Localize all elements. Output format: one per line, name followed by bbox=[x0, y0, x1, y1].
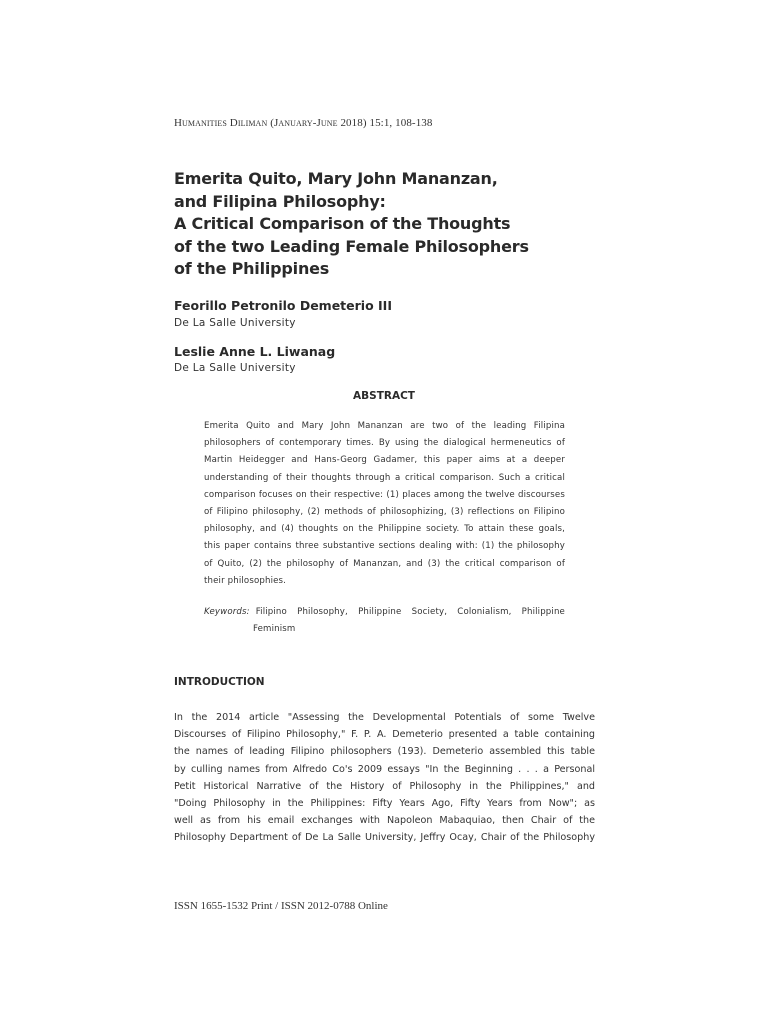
body-line: the names of leading Filipino philosophers (193). Demeterio assembled this table bbox=[174, 746, 595, 758]
author-name: Leslie Anne L. Liwanag bbox=[174, 344, 336, 359]
body-line: Philosophy Department of De La Salle University, Jeffry Ocay, Chair of the Philosophy bbox=[174, 832, 595, 844]
abstract-line: comparison focuses on their respective: (1) places among the twelve discourses bbox=[204, 489, 565, 500]
abstract-heading: ABSTRACT bbox=[353, 390, 415, 402]
abstract-line: this paper contains three substantive sections dealing with: (1) the philosophy bbox=[204, 541, 565, 552]
keywords-list: Filipino Philosophy, Philippine Society, Colonialism, Philippine bbox=[255, 607, 565, 617]
abstract-line: philosophy, and (4) thoughts on the Philippine society. To attain these goals, bbox=[204, 524, 565, 535]
keywords-label: Keywords: bbox=[204, 607, 250, 617]
abstract-line: philosophers of contemporary times. By using the dialogical hermeneutics of bbox=[204, 438, 565, 449]
title-line: of the Philippines bbox=[174, 259, 330, 278]
author-name: Feorillo Petronilo Demeterio III bbox=[174, 298, 392, 313]
title-line: and Filipina Philosophy: bbox=[174, 191, 386, 211]
title-line: Emerita Quito, Mary John Mananzan, bbox=[174, 169, 498, 188]
introduction-heading: INTRODUCTION bbox=[174, 676, 265, 688]
abstract-line: of Filipino philosophy, (2) methods of philosophizing, (3) reflections on Filipino bbox=[204, 507, 565, 518]
body-line: In the 2014 article "Assessing the Developmental Potentials of some Twelve bbox=[174, 712, 595, 723]
abstract-line: understanding of their thoughts through a critical comparison. Such a critical bbox=[204, 472, 565, 483]
issue-prefix: ( bbox=[270, 117, 274, 129]
author-affiliation: De La Salle University bbox=[174, 362, 296, 374]
abstract-line: Emerita Quito and Mary John Mananzan are two of the leading Filipina bbox=[204, 421, 565, 431]
abstract-line: of Quito, (2) the philosophy of Mananzan, and (3) the critical comparison of bbox=[204, 558, 565, 569]
abstract-line: Martin Heidegger and Hans-Georg Gadamer, this paper aims at a deeper bbox=[204, 455, 565, 466]
keywords-list-continued: Feminism bbox=[253, 624, 296, 635]
keywords bbox=[204, 604, 565, 638]
abstract-line: their philosophies. bbox=[204, 575, 287, 586]
body-line: Discourses of Filipino Philosophy," F. P. A. Demeterio presented a table containing bbox=[174, 729, 595, 741]
body-line: by culling names from Alfredo Co's 2009 essays "In the Beginning . . . a Personal bbox=[174, 763, 595, 775]
body-line: "Doing Philosophy in the Philippines: Fifty Years Ago, Fifty Years from Now"; as bbox=[174, 798, 595, 810]
author-affiliation: De La Salle University bbox=[174, 317, 296, 329]
issue-info: 2018) 15:1, 108-138 bbox=[337, 117, 433, 129]
body-line: well as from his email exchanges with Napoleon Mabaquiao, then Chair of the bbox=[174, 815, 595, 827]
body-line: Petit Historical Narrative of the History of Philosophy in the Philippines," and bbox=[174, 780, 595, 792]
issue-dates: January-June bbox=[273, 117, 338, 129]
title-line: of the two Leading Female Philosophers bbox=[174, 236, 529, 256]
journal-header bbox=[174, 117, 433, 129]
title-line: A Critical Comparison of the Thoughts bbox=[174, 214, 511, 233]
introduction-text bbox=[174, 709, 595, 847]
issn-footer: ISSN 1655-1532 Print / ISSN 2012-0788 Online bbox=[174, 900, 388, 912]
journal-name: Humanities Diliman bbox=[174, 117, 268, 129]
paper-title bbox=[174, 168, 594, 281]
abstract-text bbox=[204, 418, 565, 590]
